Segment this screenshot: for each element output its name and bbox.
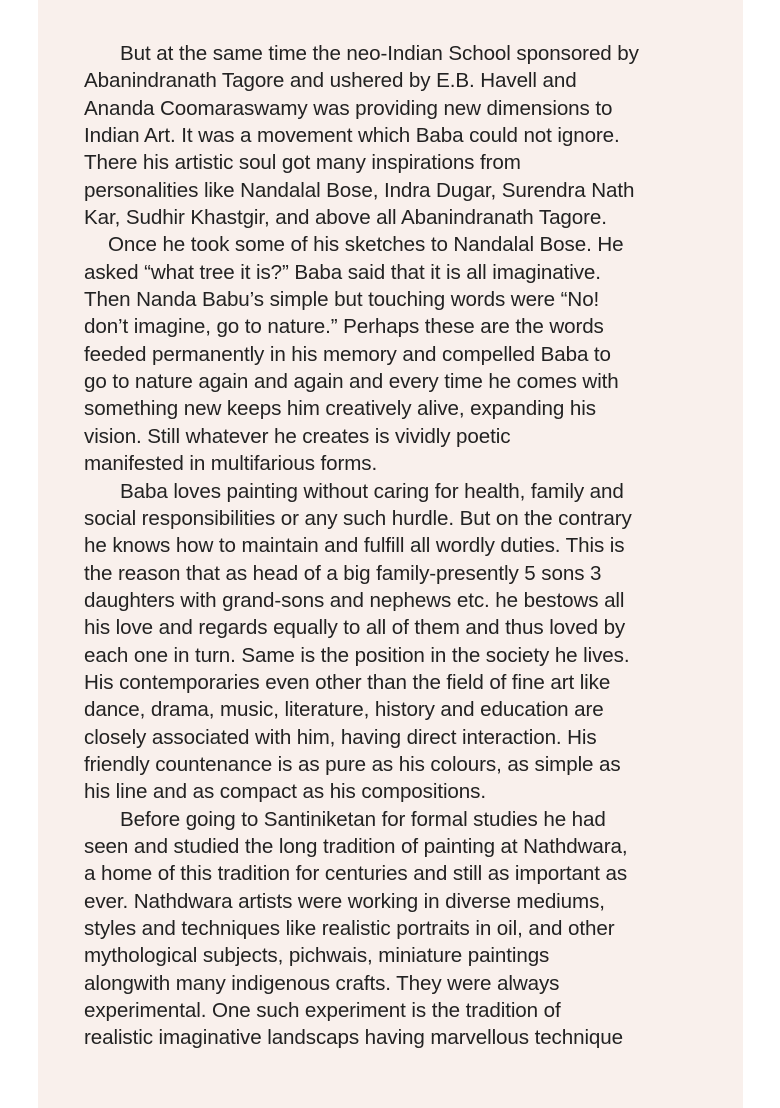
text-line: manifested in multifarious forms. [84,452,378,476]
text-line: alongwith many indigenous crafts. They were always [84,971,560,995]
text-line: experimental. One such experiment is the tradition of [84,999,561,1023]
text-line: a home of this tradition for centuries and still as important as [84,862,628,886]
text-line: he knows how to maintain and fulfill all wordly duties. This is [84,534,625,558]
text-line: Indian Art. It was a movement which Baba could not ignore. [84,124,620,148]
text-line: Then Nanda Babu’s simple but touching words were “No! [84,288,600,312]
text-line: seen and studied the long tradition of painting at Nathdwara, [84,834,628,858]
text-line: his love and regards equally to all of them and thus loved by [84,616,626,640]
text-line: Kar, Sudhir Khastgir, and above all Abanindranath Tagore. [84,206,607,230]
text-line: don’t imagine, go to nature.” Perhaps these are the words [84,315,604,339]
text-line: closely associated with him, having direct interaction. His [84,725,597,749]
text-line: Baba loves painting without caring for health, family and [120,479,624,503]
text-line: ever. Nathdwara artists were working in diverse mediums, [84,889,605,913]
text-line: styles and techniques like realistic portraits in oil, and other [84,917,615,940]
text-line: his line and as compact as his compositions. [84,780,486,804]
text-line: mythological subjects, pichwais, miniature paintings [84,944,550,968]
text-line: His contemporaries even other than the field of fine art like [84,670,611,694]
text-line: dance, drama, music, literature, history and education are [84,698,604,722]
text-line: Once he took some of his sketches to Nandalal Bose. He [108,233,624,257]
text-line: realistic imaginative landscaps having marvellous technique [84,1026,623,1050]
text-line: daughters with grand-sons and nephews etc. he bestows all [84,588,625,612]
text-line: the reason that as head of a big family-presently 5 sons 3 [84,561,602,585]
text-line: something new keeps him creatively alive, expanding his [84,397,596,421]
text-line: personalities like Nandalal Bose, Indra Dugar, Surendra Nath [84,178,635,202]
text-line: each one in turn. Same is the position in the society he lives. [84,643,630,667]
text-line: Ananda Coomaraswamy was providing new dimensions to [84,96,613,120]
text-line: vision. Still whatever he creates is vividly poetic [84,424,511,448]
body-text [84,40,724,1052]
text-line: There his artistic soul got many inspirations from [84,151,521,175]
text-line: asked “what tree it is?” Baba said that it is all imaginative. [84,260,601,284]
text-line: social responsibilities or any such hurdle. But on the contrary [84,506,632,530]
text-line: Abanindranath Tagore and ushered by E.B. Havell and [84,69,577,93]
text-line: friendly countenance is as pure as his colours, as simple as [84,752,621,776]
text-line: But at the same time the neo-Indian School sponsored by [120,42,639,65]
text-line: go to nature again and again and every time he comes with [84,370,619,394]
text-line: feeded permanently in his memory and compelled Baba to [84,342,611,366]
text-line: Before going to Santiniketan for formal studies he had [120,807,606,831]
